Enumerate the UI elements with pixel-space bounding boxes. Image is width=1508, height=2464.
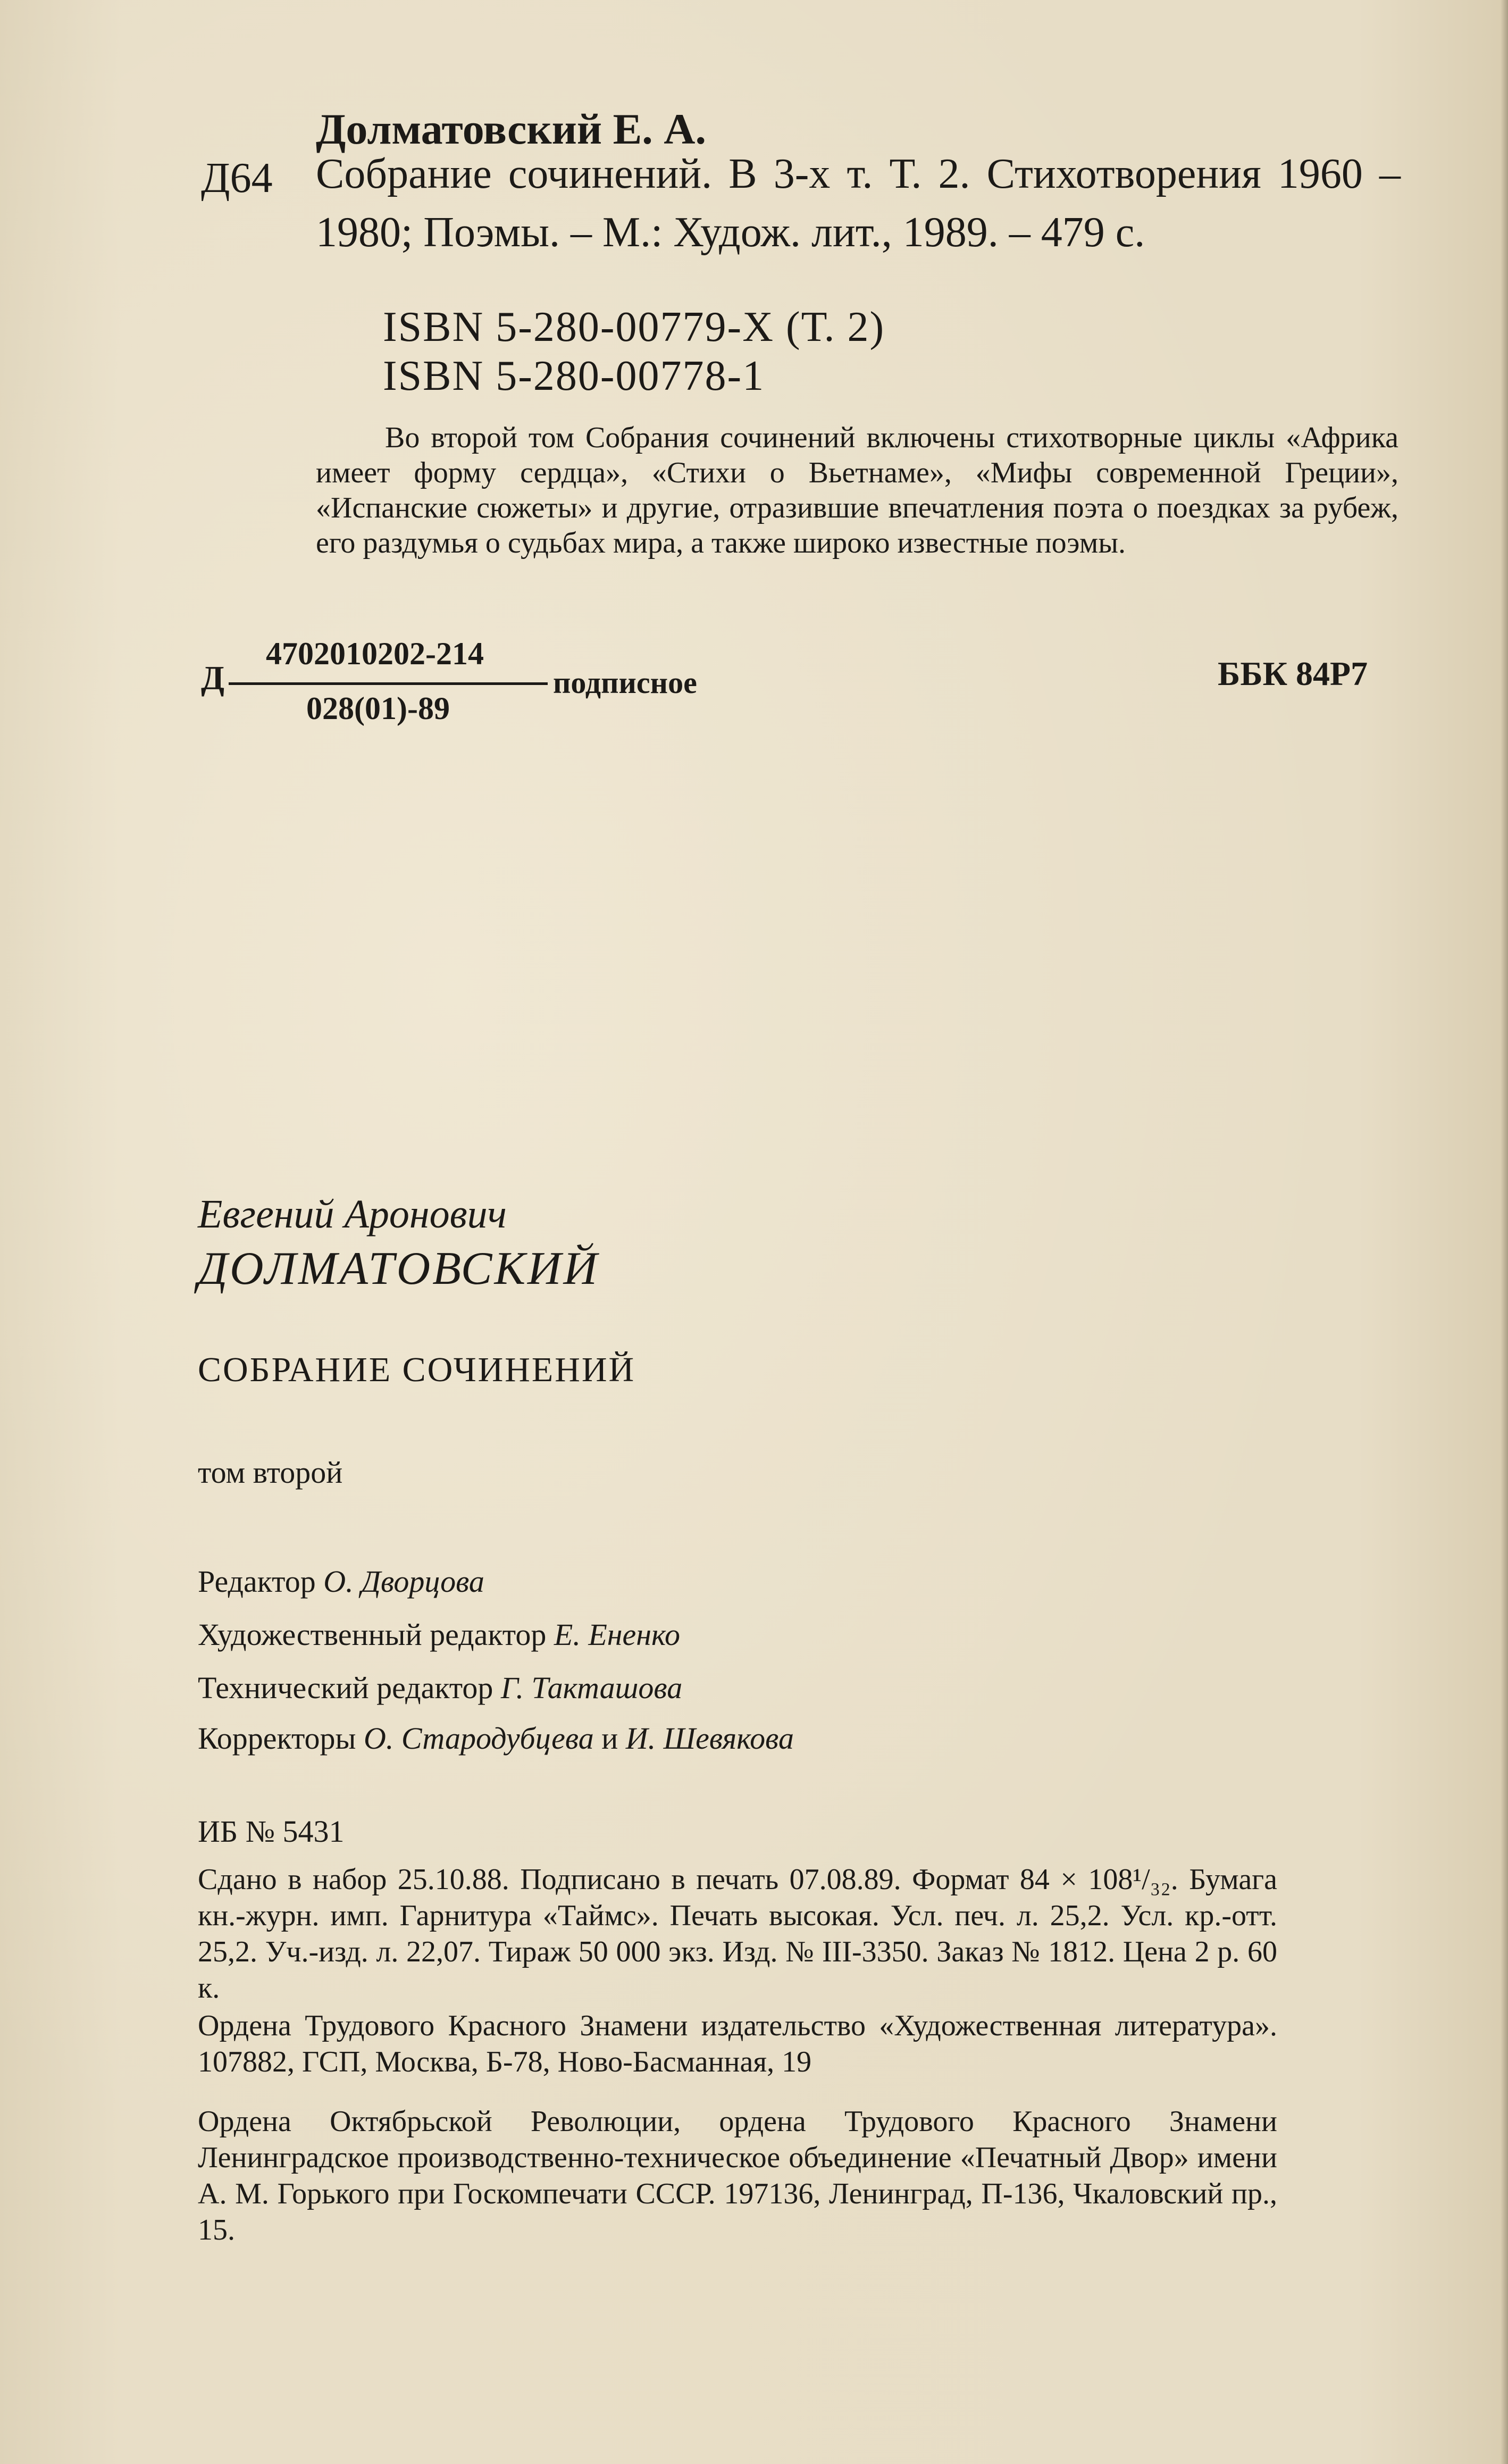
- printer-info: Ордена Октябрьской Революции, ордена Трудового Красного Знамени Ленинградское производственно-техническое объединение «Печатный Двор» имени А. М. Горького при Госкомпечати СССР. 197136, Ленинград, П-136, Чкаловский пр., 15.: [198, 2105, 1277, 2246]
- author-surname: ДОЛМАТОВСКИЙ: [198, 1243, 600, 1294]
- credit-role: Художественный редактор: [198, 1617, 547, 1652]
- credit-role: Редактор: [198, 1564, 316, 1599]
- publisher-info: Ордена Трудового Красного Знамени издательство «Художественная литература». 107882, ГСП, Москва, Б-78, Ново-Басманная, 19: [198, 2009, 1277, 2078]
- credit-names: О. Стародубцева: [364, 1721, 594, 1756]
- isbn-set: ISBN 5-280-00778-1: [383, 353, 765, 399]
- isbn-volume: ISBN 5-280-00779-Х (Т. 2): [383, 304, 885, 350]
- catalog-code: Д64: [201, 155, 273, 202]
- annotation: Во второй том Собрания сочинений включены стихотворные циклы «Африка имеет форму сердца», «Стихи о Вьетнаме», «Мифы современной Греции», «Испанские сюжеты» и другие, отразившие впечатления поэта о поездках за рубеж, его раздумья о судьбах мира, а также широко известные поэмы.: [316, 421, 1398, 559]
- classification-letter: Д: [201, 659, 225, 697]
- credit-proofreaders: [198, 1720, 794, 1756]
- page-edge-shadow: [1501, 0, 1508, 2464]
- author-given-name: Евгений Аронович: [198, 1192, 507, 1237]
- collection-title: СОБРАНИЕ СОЧИНЕНИЙ: [198, 1350, 636, 1389]
- print-details: Сдано в набор 25.10.88. Подписано в печать 07.08.89. Формат 84 × 108¹/₃₂. Бумага кн.-журн. имп. Гарнитура «Таймс». Печать высокая. Усл. печ. л. 25,2. Усл. кр.-отт. 25,2. Уч.-изд. л. 22,07. Тираж 50 000 экз. Изд. № III-3350. Заказ № 1812. Цена 2 р. 60 к.: [198, 1863, 1277, 2004]
- catalog-author: Долматовский Е. А.: [316, 105, 706, 153]
- subscription-label: подписное: [553, 665, 697, 700]
- volume-label: том второй: [198, 1455, 343, 1490]
- classification-numerator: 4702010202-214: [266, 636, 484, 671]
- credit-names: О. Дворцова: [323, 1564, 484, 1599]
- credit-editor: [198, 1564, 484, 1599]
- fraction-line: [229, 682, 548, 685]
- credit-art-editor: [198, 1617, 680, 1652]
- credit-names-second: И. Шевякова: [625, 1721, 794, 1756]
- credit-names: Г. Такташова: [500, 1670, 683, 1705]
- bbk-code: ББК 84Р7: [1218, 655, 1368, 692]
- classification-denominator: 028(01)-89: [306, 691, 450, 726]
- credit-names: Е. Ененко: [554, 1617, 680, 1652]
- credit-joiner: и: [601, 1721, 618, 1756]
- ib-number: ИБ № 5431: [198, 1814, 345, 1849]
- credit-tech-editor: [198, 1670, 682, 1706]
- credit-role: Технический редактор: [198, 1670, 493, 1705]
- credit-role: Корректоры: [198, 1721, 356, 1756]
- catalog-entry: Собрание сочинений. В 3-х т. Т. 2. Стихотворения 1960 – 1980; Поэмы. – М.: Худож. лит., 1989. – 479 с.: [316, 151, 1401, 256]
